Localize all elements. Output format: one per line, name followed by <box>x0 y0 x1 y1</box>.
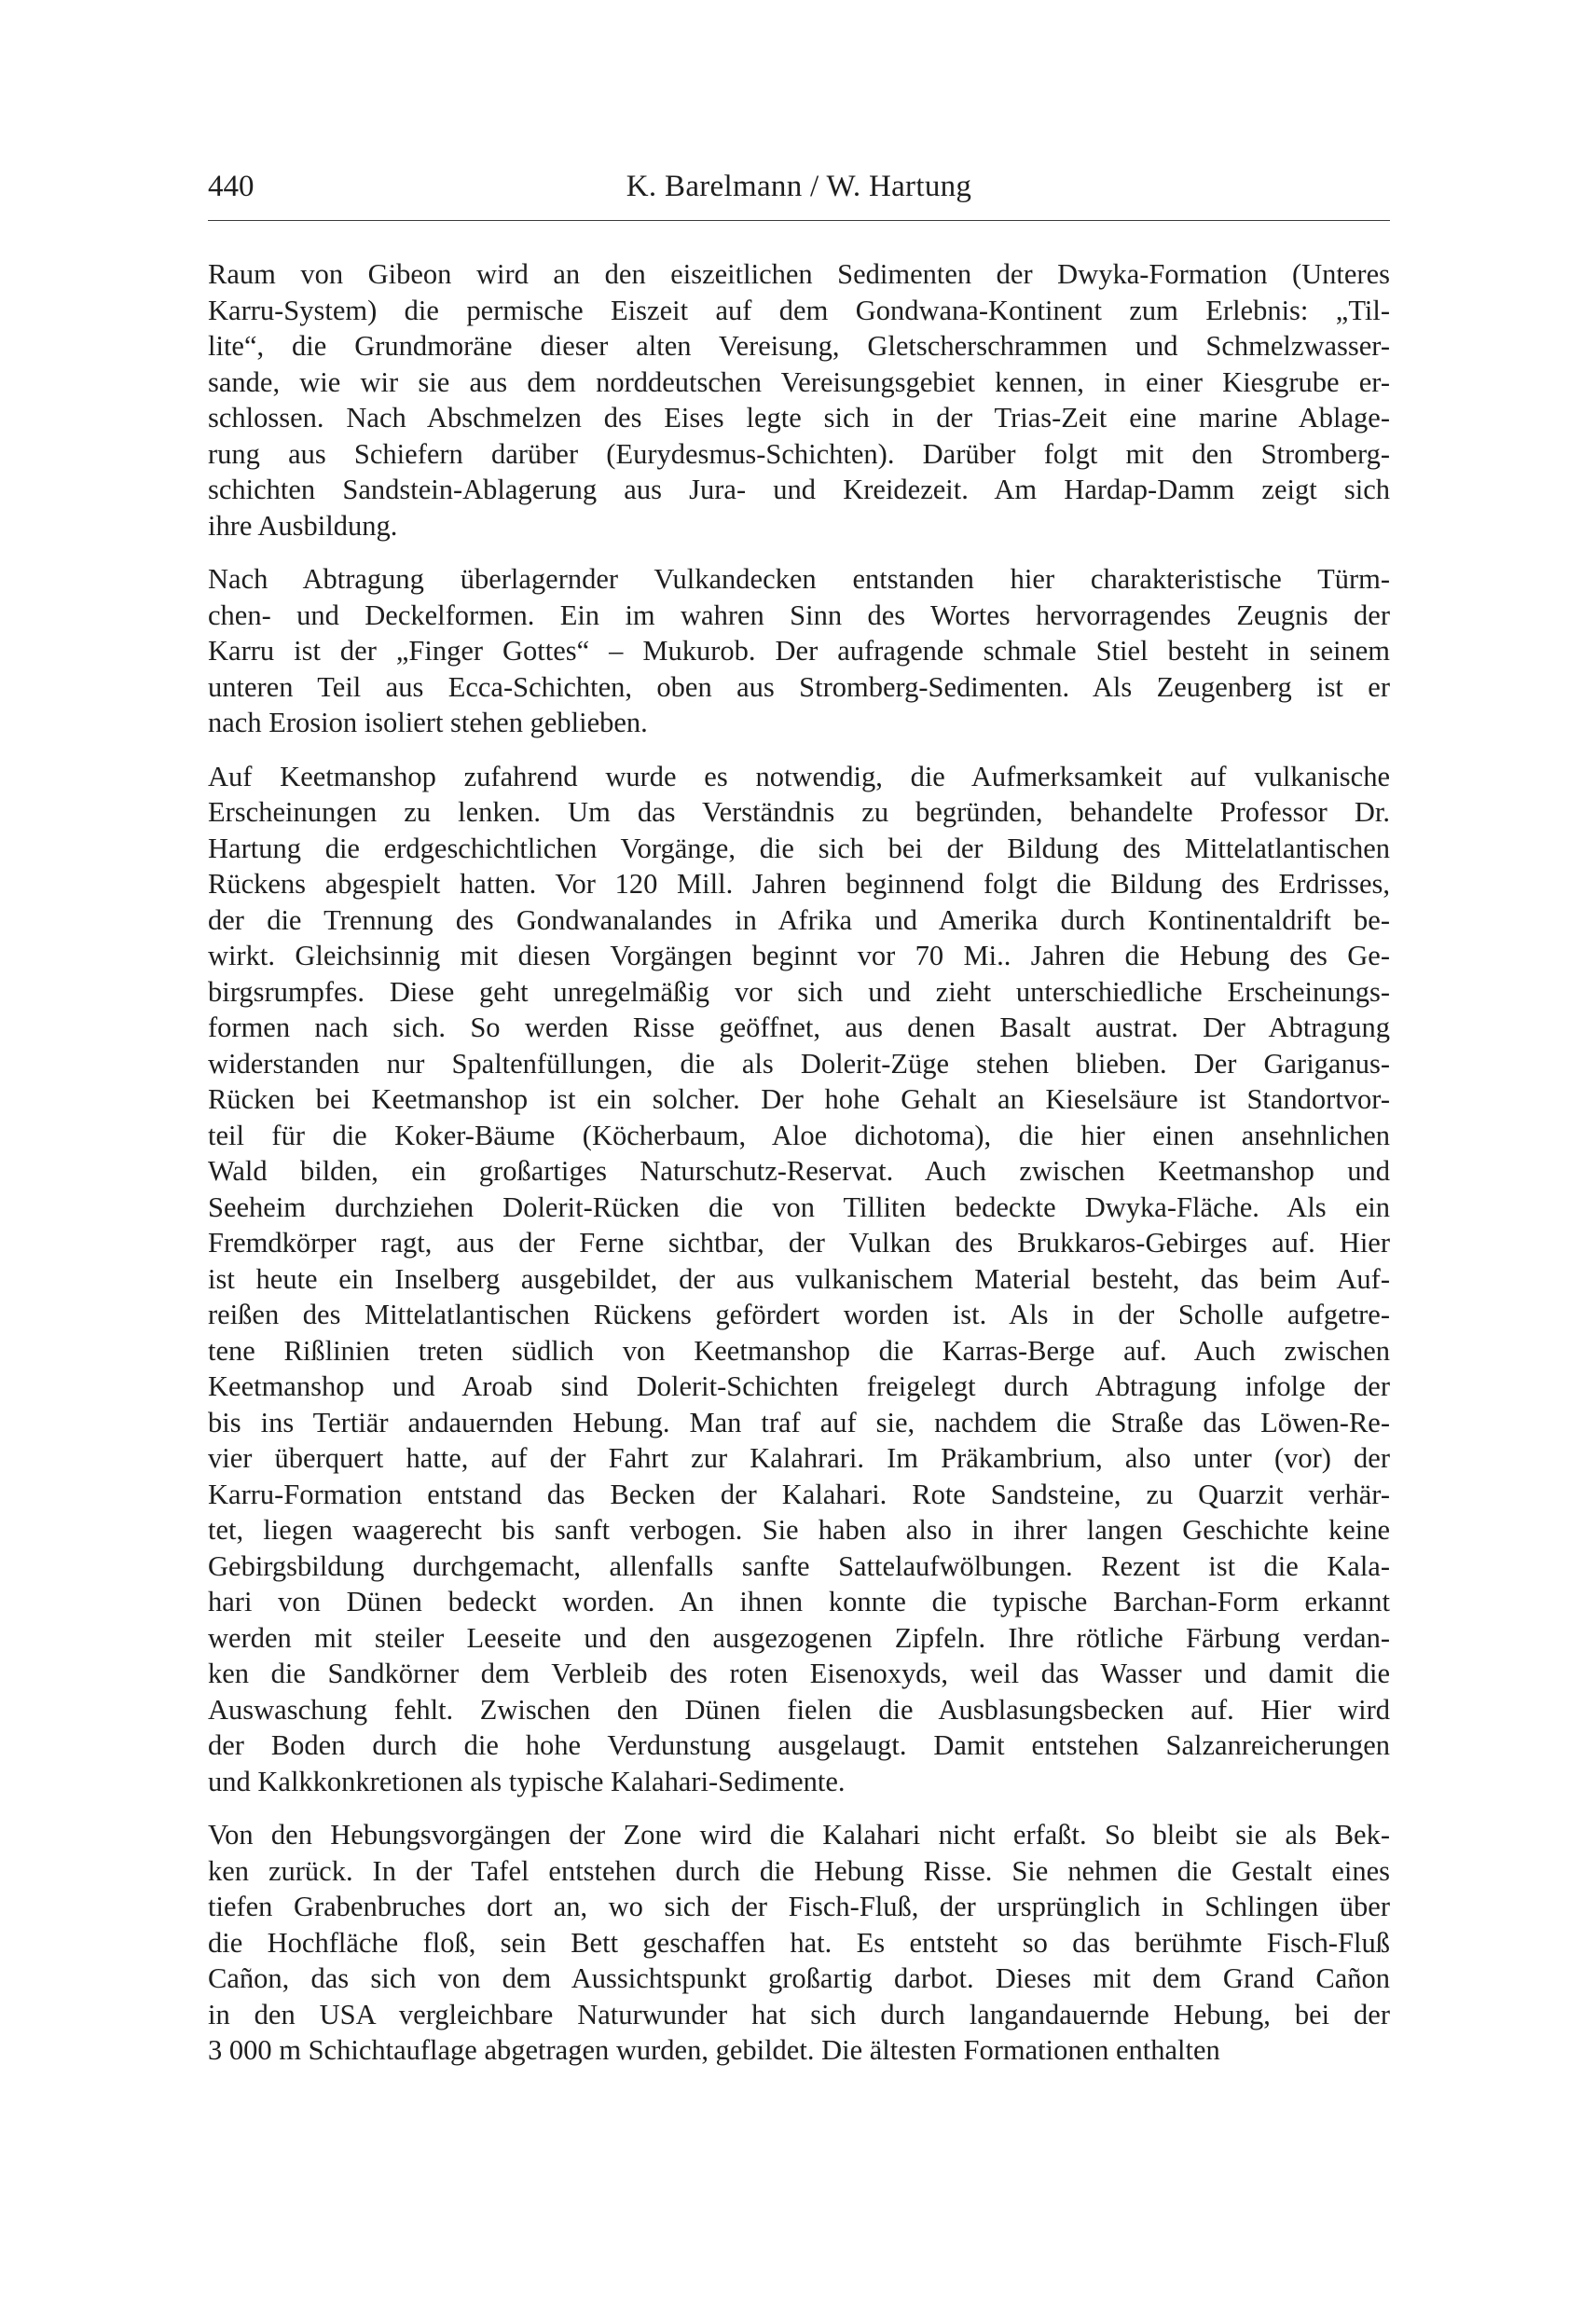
text-line: ken zurück. In der Tafel entstehen durch die Hebung Risse. Sie nehmen die Gestalt eines <box>208 1854 1390 1887</box>
text-line: schichten Sandstein-Ablagerung aus Jura- und Kreidezeit. Am Hardap-Damm zeigt sich <box>208 474 1390 505</box>
page-number: 440 <box>208 170 255 203</box>
text-line: teil für die Koker-Bäume (Köcherbaum, Aloe dichotoma), die hier einen ansehnlichen <box>208 1119 1390 1151</box>
text-line: sande, wie wir sie aus dem norddeutschen Vereisungsgebiet kennen, in einer Kiesgrube er- <box>208 365 1390 398</box>
text-line: schlossen. Nach Abschmelzen des Eises legte sich in der Trias-Zeit eine marine Ablage- <box>208 402 1390 434</box>
text-line: ist heute ein Inselberg ausgebildet, der aus vulkanischem Material besteht, das beim Auf- <box>208 1262 1390 1295</box>
text-line: rung aus Schiefern darüber (Eurydesmus-Schichten). Darüber folgt mit den Stromberg- <box>208 437 1390 470</box>
text-line: werden mit steiler Leeseite und den ausgezogenen Zipfeln. Ihre rötliche Färbung verdan- <box>208 1621 1390 1654</box>
text-line: Karru-System) die permische Eiszeit auf dem Gondwana-Kontinent zum Erlebnis: „Til- <box>208 294 1390 326</box>
text-line: die Hochfläche floß, sein Bett geschaffen hat. Es entsteht so das berühmte Fisch-Fluß <box>208 1926 1390 1959</box>
text-line: der die Trennung des Gondwanalandes in Afrika und Amerika durch Kontinentaldrift be- <box>208 903 1390 936</box>
text-line: chen- und Deckelformen. Ein im wahren Sinn des Wortes hervorragendes Zeugnis der <box>208 599 1390 631</box>
text-line: unteren Teil aus Ecca-Schichten, oben aus Stromberg-Sedimenten. Als Zeugenberg ist er <box>208 670 1390 703</box>
text-line: widerstanden nur Spaltenfüllungen, die als Dolerit-Züge stehen blieben. Der Gariganus- <box>208 1047 1390 1080</box>
text-line: Wald bilden, ein großartiges Naturschutz-Reservat. Auch zwischen Keetmanshop und <box>208 1155 1390 1187</box>
text-line: Seeheim durchziehen Dolerit-Rücken die von Tilliten bedeckte Dwyka-Fläche. Als ein <box>208 1190 1390 1223</box>
text-line: ken die Sandkörner dem Verbleib des roten Eisenoxyds, weil das Wasser und damit die <box>208 1658 1390 1689</box>
text-line: Keetmanshop und Aroab sind Dolerit-Schichten freigelegt durch Abtragung infolge der <box>208 1370 1390 1402</box>
body-text <box>208 256 1390 2069</box>
header-authors: K. Barelmann / W. Hartung <box>626 170 972 203</box>
text-line: tene Rißlinien treten südlich von Keetmanshop die Karras-Berge auf. Auch zwischen <box>208 1334 1390 1367</box>
text-line: Nach Abtragung überlagernder Vulkandecken entstanden hier charakteristische Türm- <box>208 563 1390 595</box>
text-line: und Kalkkonkretionen als typische Kalahari-Sedimente. <box>208 1765 846 1797</box>
text-line: tiefen Grabenbruches dort an, wo sich der Fisch-Fluß, der ursprünglich in Schlingen über <box>208 1891 1390 1922</box>
text-line: Raum von Gibeon wird an den eiszeitlichen Sedimenten der Dwyka-Formation (Unteres <box>208 258 1390 290</box>
text-line: wirkt. Gleichsinnig mit diesen Vorgängen beginnt vor 70 Mi.. Jahren die Hebung des Ge- <box>208 940 1390 971</box>
text-line: tet, liegen waagerecht bis sanft verbogen. Sie haben also in ihrer langen Geschichte keine <box>208 1514 1390 1546</box>
text-line: Karru-Formation entstand das Becken der Kalahari. Rote Sandsteine, zu Quarzit verhär- <box>208 1478 1390 1510</box>
text-line: Fremdkörper ragt, aus der Ferne sichtbar, der Vulkan des Brukkaros-Gebirges auf. Hier <box>208 1227 1390 1259</box>
text-line: Hartung die erdgeschichtlichen Vorgänge, die sich bei der Bildung des Mittelatlantischen <box>208 832 1390 864</box>
text-line: Auswaschung fehlt. Zwischen den Dünen fielen die Ausblasungsbecken auf. Hier wird <box>208 1693 1390 1726</box>
paragraph <box>208 561 1390 741</box>
text-line: formen nach sich. So werden Risse geöffnet, aus denen Basalt austrat. Der Abtragung <box>208 1012 1390 1043</box>
text-line: Karru ist der „Finger Gottes“ – Mukurob. Der aufragende schmale Stiel besteht in seinem <box>208 635 1390 667</box>
document-page <box>208 168 1390 2086</box>
text-line: hari von Dünen bedeckt worden. An ihnen konnte die typische Barchan-Form erkannt <box>208 1586 1390 1617</box>
running-header <box>208 168 1390 221</box>
text-line: 3 000 m Schichtauflage abgetragen wurden, gebildet. Die ältesten Formationen enthalten <box>208 2034 1220 2066</box>
text-line: lite“, die Grundmoräne dieser alten Vereisung, Gletscherschrammen und Schmelzwasser- <box>208 330 1390 362</box>
text-line: Erscheinungen zu lenken. Um das Verständnis zu begründen, behandelte Professor Dr. <box>208 796 1390 828</box>
text-line: Cañon, das sich von dem Aussichtspunkt großartig darbot. Dieses mit dem Grand Cañon <box>208 1962 1390 1994</box>
text-line: Rückens abgespielt hatten. Vor 120 Mill. Jahren beginnend folgt die Bildung des Erdrisses, <box>208 868 1390 900</box>
text-line: der Boden durch die hohe Verdunstung ausgelaugt. Damit entstehen Salzanreicherungen <box>208 1729 1390 1761</box>
text-line: nach Erosion isoliert stehen geblieben. <box>208 707 648 738</box>
paragraph <box>208 1817 1390 2069</box>
text-line: reißen des Mittelatlantischen Rückens gefördert worden ist. Als in der Scholle aufgetre- <box>208 1299 1390 1330</box>
text-line: Von den Hebungsvorgängen der Zone wird die Kalahari nicht erfaßt. So bleibt sie als Bek- <box>208 1819 1390 1851</box>
text-line: Auf Keetmanshop zufahrend wurde es notwendig, die Aufmerksamkeit auf vulkanische <box>208 760 1390 792</box>
paragraph <box>208 256 1390 544</box>
paragraph <box>208 759 1390 1800</box>
text-line: Rücken bei Keetmanshop ist ein solcher. Der hohe Gehalt an Kieselsäure ist Standortvor- <box>208 1083 1390 1115</box>
text-line: vier überquert hatte, auf der Fahrt zur Kalahrari. Im Präkambrium, also unter (vor) der <box>208 1442 1390 1474</box>
text-line: birgsrumpfes. Diese geht unregelmäßig vor sich und zieht unterschiedliche Erscheinungs- <box>208 975 1390 1008</box>
text-line: in den USA vergleichbare Naturwunder hat sich durch langandauernde Hebung, bei der <box>208 1998 1390 2030</box>
text-line: bis ins Tertiär andauernden Hebung. Man traf auf sie, nachdem die Straße das Löwen-Re- <box>208 1406 1390 1438</box>
text-line: ihre Ausbildung. <box>208 509 398 542</box>
text-line: Gebirgsbildung durchgemacht, allenfalls sanfte Sattelaufwölbungen. Rezent ist die Kala- <box>208 1549 1390 1582</box>
